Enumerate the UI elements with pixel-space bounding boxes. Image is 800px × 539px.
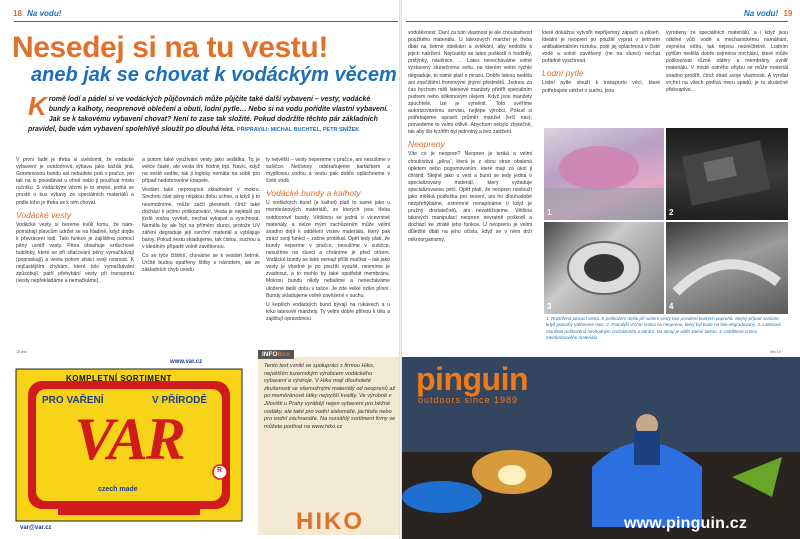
article-title: Nesedej si na tu vestu!: [12, 31, 328, 64]
subheading-dry-bags: Lodní pytle: [542, 68, 584, 79]
left-column-3: [266, 157, 390, 349]
subheading-vests: Vodácké vesty: [16, 209, 71, 220]
paragraph: které dokážou vytvořit nepříjemný zápach a plíseň. Ideální je neopren po použití vyprat v šetrném antibakteriálním roztoku, potě jej opláchnout v čisté vodě a volně zavěšený (ne na slunci) nechat pořádně vyschnout.: [542, 30, 660, 65]
pinguin-advertisement[interactable]: [402, 357, 800, 539]
authors: PŘIPRAVILI: MICHAL BUCHTEL, PETR SNÍŽEK: [236, 127, 360, 133]
right-column-2: [542, 30, 660, 126]
paragraph: U vodáckých bund (a kalhot) platí to samé jako u membránových materiálů, ze kterých jsou třeba outdoorové bundy. Většinou se jedná o vícevrstvé materiály, a nelze mým zachůzením může velmi snadno dojít k oddělení vrstev materiálu, který pak ztrácí svoji funkci – začne protékat. Opět tedy platí, že bundy neperme v pračce, nesušíme v sušičce, nesušíme na slunci a chráníme je před otírem. Vodácké bundy se také nemají příliš mačkat – tak jako vesty je vhodné je po použití vysušit, nesmíme je zvadnout, a to mohlo by také opotřebit membránu. Mokrou bundu nikdy nebalíme a nenecháváme uložené delší dobu v tašce. Je zde velké riziko plísní. Bundy skladujeme volně zavěšené v suchu.: [266, 200, 390, 299]
sleeping-bag-left: [402, 481, 482, 513]
left-header-rule: [14, 21, 398, 22]
photo-latex-cuff: [544, 222, 664, 314]
var-line2-right: V PŘÍRODĚ: [152, 395, 208, 406]
var-advertisement[interactable]: [2, 357, 256, 535]
photo-number-3: 3: [547, 302, 552, 311]
paragraph: Vestám také neprospívá skladování v mokru. Sinchrní část pěny nějakou dobu schne, a když ji to neumožníme, může začít plesnivět, čímž také dochází k jejímu poškozování. Vesta je nejlepší po jízdě vodou vyvěsit, nechat vykapat a vyschnout. Neměla by ale být na přímém slunci, protože UV záření degraduje její svrchní materiál a vyblajuje barvy. Pokud vestu skladujeme, tak čistou, suchou a v ideálním případě volně zavěšenou.: [142, 187, 260, 251]
paragraph: vyrobeny ze speciálních materiálů, a i když jsou odolné vůči vodě a mechanickému namáhání, zejména odíru, tak nejsou nezničitelné. Lodním pytlům nedělá dobře zejména mrchlání, které může poškozovat různé zátěry a membrány uvnitř materiálu. V místě ostrého ohybu se může materiál snadno prodřít, čímž ztratí svoje vlastnosti. A vyndat vrchní na všech podívá moru spadů, je tu skutečně překvapivo…: [666, 30, 788, 93]
paragraph: U kepších vodáckých bund bývají na rukávech a u krku latexové manžety. Ty velmi dobře přilnou k tělu a zajištují opravdovou: [266, 301, 390, 322]
article-lead: [28, 91, 390, 135]
photo-number-1: 1: [547, 208, 552, 217]
lead-text: romě lodí a pádel si ve vodáckých půjčovnách může půjčite také další vybavení – vesty, vodácké bundy a kalhoty, neoprenové oblečení a obuti, lodní pytle… Nebo si na vodu pořídíte vlastní vybavení. Jak se k takovému vybavení chovat? Není to zase tak složité. Pokud dodržíte těchto pár základních pravidel, bude vám vybavení spolehlivě sloužit po dlouhá léta.: [28, 96, 389, 133]
right-page-number: 19: [783, 9, 793, 18]
var-logo: VAR: [74, 406, 184, 472]
right-section-label: Na vodu!: [744, 9, 779, 18]
vest-photo-art: [544, 128, 664, 220]
left-column-1: [16, 157, 134, 349]
hiko-logo: HIKO: [296, 508, 364, 535]
person-body: [634, 431, 660, 465]
lead-dropcap: K: [28, 91, 47, 121]
neoprene-photo-art: [666, 128, 788, 220]
right-column-3: [666, 30, 788, 126]
photo-caption: 1. Roztržená plovací vesta. K poškození došlo při sušení vesty bez povolení horkých popruhů. Stejný případ nastane, když popruhy utáhneme moc. 2. Patrnější vrchní vrstva na neoprenu, který byl bude na fole degradovaný. 3. Latexová manžeta poškozená nevhodným zacházením a otírání. Na okraji je vidět zteřelí latexu. 4. Oddělená vrstva membránového materiálu.: [546, 316, 781, 341]
pinguin-tagline: outdoors since 1989: [418, 395, 519, 405]
latex-photo-art: [544, 222, 664, 314]
paragraph: ty největší – vesty nepereme v pračce, ani nesušíme v sušičce. Nečistoty odstraňujeme kartáčkem a myjdlovou vodou a vestu pak dobře opláchneme v čisté vodě.: [266, 157, 390, 185]
left-column-2: [142, 157, 260, 349]
left-footer: 18 léto: [16, 350, 27, 354]
campfire-flame: [498, 465, 526, 485]
pinguin-url[interactable]: www.pinguin.cz: [624, 515, 748, 532]
var-czech-made: czech made: [98, 486, 138, 493]
var-top-text: KOMPLETNÍ SORTIMENT: [66, 374, 172, 383]
left-running-header: [10, 9, 61, 18]
membrane-photo-art: [666, 222, 788, 314]
paragraph: Víte co je neopren? Neopren je tenká a velmi choulostivá „pěna“, která je z obou stran obalená úpletem nebo pogumovaním, které mají za úkol ji chránit. Stejně jako u vest a bund se tedy jedná o specializovaný materiál, který vyžaduje specializovanou péči. Opět platí, že neopren neslouží jako měkká podložka pro sezení, ani ho dlouhodobě nezpřehýbáme, extrémně nenapínáme (i když je pružný dostatečně), ani nezatěžujeme. Většina takových manipulací neopren nevratně poškodí a dochází ke ztrátě jeho funkce. U neoprenu je velmi důležité dbát na jeho očistu, když se v něm drží mikroorganismy,: [408, 151, 532, 243]
photo-damaged-vest: [544, 128, 664, 220]
right-header-rule: [406, 21, 788, 22]
photo-neoprene: [666, 128, 788, 220]
info-box-title-b: Box: [277, 351, 290, 358]
registered-label: R: [217, 467, 223, 474]
pinguin-logo: pinguin: [416, 361, 529, 397]
left-section-label: Na vodu!: [27, 9, 62, 18]
subheading-neoprene: Neopreny: [408, 139, 445, 150]
var-line2-left: PRO VAŘENÍ: [42, 395, 104, 406]
photo-number-4: 4: [669, 302, 674, 311]
article-subtitle: aneb jak se chovat k vodáckým věcem: [31, 64, 397, 86]
paragraph: Co se týče čištění, chováme se k vestám šetrně. Určitě budou opatřeny štítky s návodem, ale ze základních chyb uvedu: [142, 253, 260, 274]
photo-membrane: [666, 222, 788, 314]
paragraph: Lodní pytle slouží k transportu věcí, které potřebujete udržet v suchu, jsou: [542, 80, 660, 94]
info-box-text: Tento text vznikl ve spolupráci s firmou Hiko, největším tuzemským výrobcem vodáckého vybavení a výstroje. V Hiku mají dlouholeté zkušenosti se všemožnými materiály od neoprenů až po membránové látky nejvyšší kvality. Ve výrobně v Jílovišti u Prahy vyrábějí nejen vybavení pro běžné vodáky, ale také pro vodní slalomáře, jachtaře nebo pro vodní záchranáře. Na rozsáhlý sortiment firmy se můžete podívat na www.hiko.cz: [264, 363, 396, 430]
paragraph: V první řadě je třeba si uvědomit, že vodácké vybavení je outdoorová výbava jako každá jiná. Goretexovou bundu asi nebudete prát v pračce, jen tak na ni posedávat u ohně nebo ji používat místo ručníku. S vodáckými věcmi je to stejné, jedná se prostě o kus výbavy ze speciálních materiálů a podle toho je třeba se k nim chovat.: [16, 157, 134, 206]
var-url[interactable]: www.var.cz: [170, 359, 203, 365]
right-running-header: [744, 9, 795, 18]
info-box-title-a: INFO: [262, 351, 278, 358]
right-footer: léto 19: [770, 350, 781, 354]
photo-number-2: 2: [669, 208, 674, 217]
left-page-number: 18: [13, 9, 22, 18]
paragraph: Vodácké vesty si bereme kvůli tomu, že námpomáhají plavcům udržet se na hladině, když dojde k převrácení lodi. Tato funkce je zajištěna pomocí pěny uvnitř vesty. Pěna obsahuje vzduchové bublinky, které se při stlačování pěny vymačkávají (popraskají) a vesta potom ztrácí svoji nosnost. K nejčastějším chybám, které tolo vymačkávání způsobují, patří přehybání vesty při transportu (vesty nepřekládáme a nemačkáme),: [16, 221, 134, 285]
right-column-1: [408, 30, 532, 350]
paragraph: a potom také využívání vesty jako sedátka. To je velice časté, ale vesta tím hodně trpí. Navíc, když na vestě sedíte, tak ji logicky nemáte na sobě pro případ nedobrovolné koupele.: [142, 157, 260, 185]
subheading-jackets: Vodácké bundy a kalhoty: [266, 188, 361, 199]
paragraph: vodotěsnost. Daní za tuto vlastnost je ale choulostivost použitého materiálu. U latexových manžet je třeba dbát na šetrné oblékání a svlékání, aby nedošlo k jejich natržení. Nejčastěji se latex poškodí o hodinky, prstýnky, náušnice, … Latex nenecháváme volně vystavený slunečnímu svitu, na kterém velmi rychle degraduje, to samé platí o mrazu. Dobře latexu neděla ani znečištění fromovými jinými předmětů. Jednou za čas bychom měli latexové manžety přetřít speciálním pudrem nebo silikonovým olejem. Když jsou manžety zpuchřelé, lze je vyměnit. Toto svěříme autorizovanému servisu, nejlépe výrobci. Pokud si potřebujeme upravit průměr manžet (krčí nás), provedeme to velmi citlivě. Abychom nebylo zbytečně, tak aby šlo krz/třih byl jednotný a bez zatržení.: [408, 30, 532, 136]
var-email[interactable]: var@var.cz: [20, 525, 52, 531]
info-box-header: [258, 350, 294, 359]
